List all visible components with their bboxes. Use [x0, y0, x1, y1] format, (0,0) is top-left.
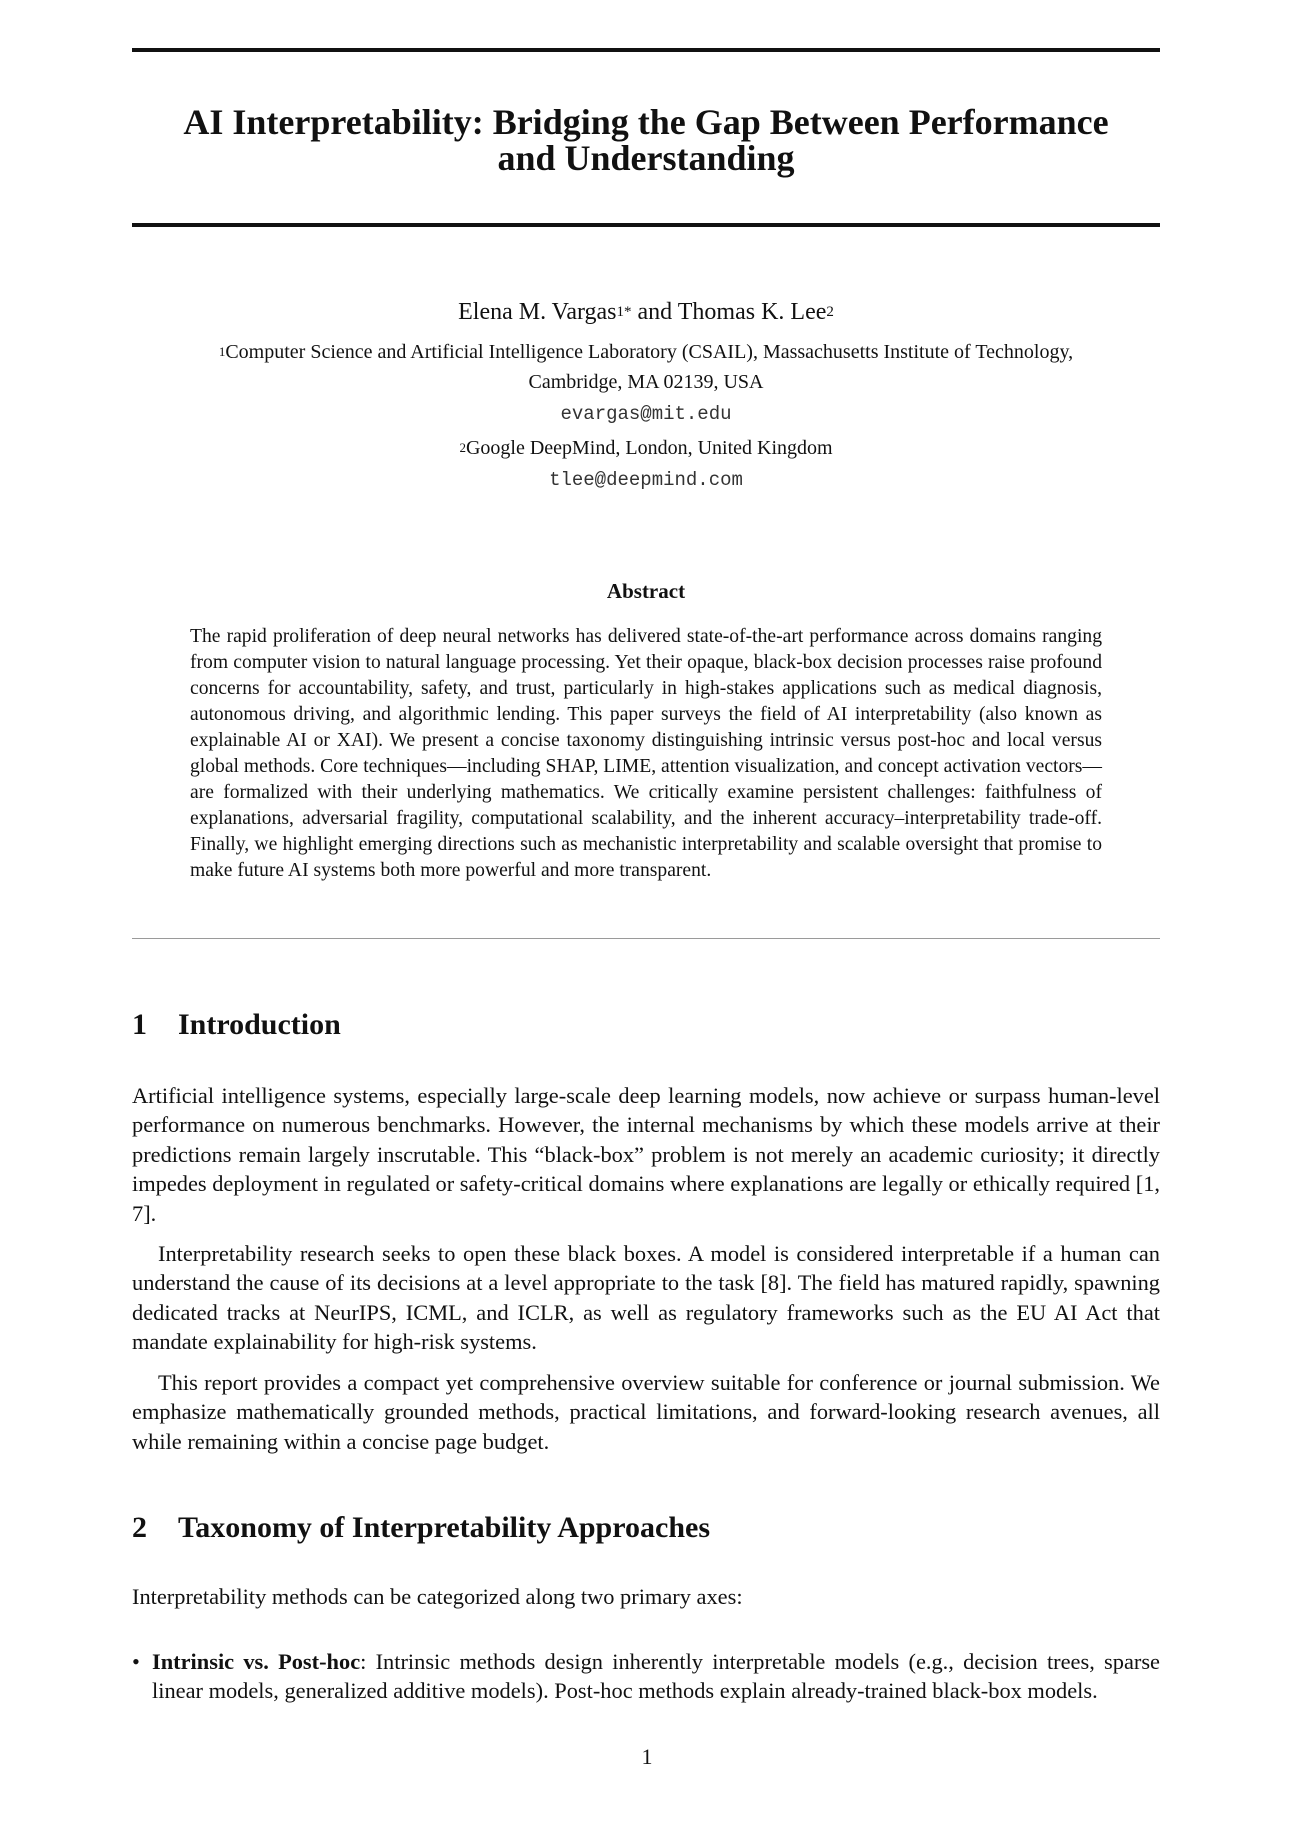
author-1-name: Elena M. Vargas — [458, 299, 617, 325]
bullet-symbol: • — [132, 1649, 140, 1674]
affiliation-2-mark: 2 — [459, 440, 466, 455]
section-2-title: Taxonomy of Interpretability Approaches — [178, 1511, 710, 1544]
bullet-description: : Intrinsic methods design inherently interpretable models (e.g., decision trees, sparse linear models, generalized additive models). Post-hoc methods explain already-trained black-box models. — [152, 1649, 1160, 1704]
email-1: evargas@mit.edu — [560, 403, 732, 425]
author-1-mark: 1* — [616, 304, 632, 320]
title-top-rule — [132, 48, 1160, 52]
affiliation-1-mark: 1 — [218, 344, 226, 359]
abstract-text: The rapid proliferation of deep neural networks has delivered state-of-the-art performance across domains ranging from computer vision to natural language processing. Yet their opaque, black-box decision processes raise profound concerns for accountability, safety, and trust, particularly in high-stakes applications such as medical diagnosis, autonomous driving, and algorithmic lending. This paper surveys the field of AI interpretability (also known as explainable AI or XAI). We present a concise taxonomy distinguishing intrinsic versus post-hoc and local versus global methods. Core techniques—including SHAP, LIME, attention visualization, and concept activation vectors—are formalized with their underlying mathematics. We critically examine persistent challenges: faithfulness of explanations, adversarial fragility, computational scalability, and the inherent accuracy–interpretability trade-off. Finally, we highlight emerging directions such as mechanistic interpretability and scalable oversight that promise to make future AI systems both more powerful and more transparent. — [190, 626, 1102, 881]
title-bottom-rule — [132, 223, 1160, 227]
author-conjunction: and — [631, 299, 678, 325]
page-number: 1 — [641, 1744, 653, 1769]
email-2: tlee@deepmind.com — [549, 469, 743, 491]
abstract-heading: Abstract — [606, 579, 686, 603]
author-line — [132, 298, 1160, 329]
author-2-mark: 2 — [826, 304, 834, 320]
section-1-number: 1 — [132, 1008, 147, 1041]
section-1-heading — [132, 1008, 341, 1042]
section-1-title: Introduction — [178, 1008, 341, 1041]
list-item — [132, 1647, 1160, 1706]
affiliation-2-text: Google DeepMind, London, United Kingdom — [465, 437, 833, 459]
bullet-text — [152, 1647, 1160, 1706]
intro-paragraph-1: Artificial intelligence systems, especially large-scale deep learning models, now achieve or surpass human-level performance on numerous benchmarks. However, the internal mechanisms by which these models arrive at their predictions remain largely inscrutable. This “black-box” problem is not merely an academic curiosity; it directly impedes deployment in regulated or safety-critical domains where explanations are legally or ethically required [1, 7]. — [132, 1083, 1160, 1226]
title-line-1: AI Interpretability: Bridging the Gap Between Performance — [183, 102, 1109, 142]
abstract-divider — [132, 938, 1160, 939]
affiliation-2 — [132, 433, 1160, 465]
bullet-term: Intrinsic vs. Post-hoc — [152, 1649, 361, 1674]
author-2-name: Thomas K. Lee — [677, 299, 827, 325]
affiliation-1-text: Computer Science and Artificial Intelligence Laboratory (CSAIL), Massachusetts Institute of Technology, — [225, 341, 1074, 363]
section-2-heading — [132, 1511, 710, 1545]
title-line-2: and Understanding — [497, 138, 795, 178]
intro-paragraph-3: This report provides a compact yet comprehensive overview suitable for conference or journal submission. We emphasize mathematically grounded methods, practical limitations, and forward-looking research avenues, all while remaining within a concise page budget. — [132, 1370, 1160, 1454]
section-2-number: 2 — [132, 1511, 147, 1544]
affiliation-1-line-2: Cambridge, MA 02139, USA — [528, 371, 764, 393]
taxonomy-intro: Interpretability methods can be categorized along two primary axes: — [132, 1584, 743, 1609]
paper-title — [132, 104, 1160, 176]
intro-paragraph-2: Interpretability research seeks to open these black boxes. A model is considered interpretable if a human can understand the cause of its decisions at a level appropriate to the task [8]. The field has matured rapidly, spawning dedicated tracks at NeurIPS, ICML, and ICLR, as well as regulatory frameworks such as the EU AI Act that mandate explainability for high-risk systems. — [132, 1241, 1160, 1355]
affiliation-1-line-1 — [132, 337, 1160, 369]
